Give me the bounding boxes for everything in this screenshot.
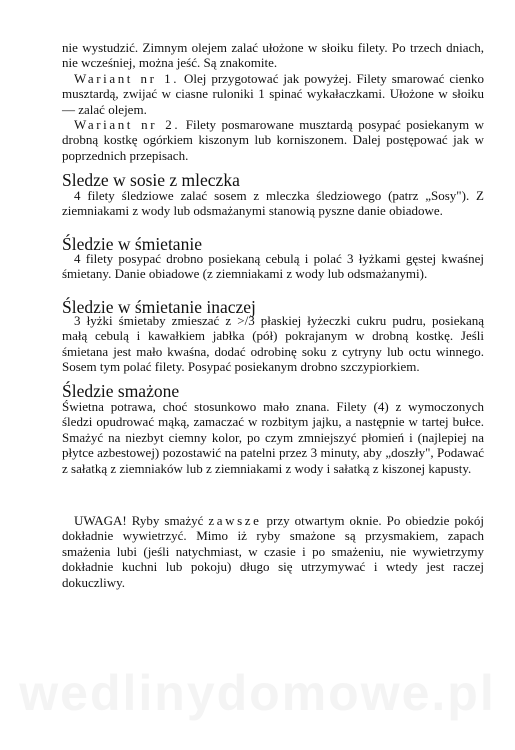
variant-1-label: Wariant nr 1. [74,71,180,86]
warning-text: przy otwartym oknie. Po obiedzie pokój dokładnie wywietrzyć. Mimo iż ryby smażone są przysmakiem, zapach smażenia lubi (jeśli natychmiast, w czasie i po smażeniu, nie wywietrzymy dokładnie kuchni lub pokoju) długo się utrzymywać i wtedy jest raczej dokuczliwy. [62,513,484,590]
warning-lead: UWAGA! Ryby smażyć [74,513,209,528]
variant-2-label: Wariant nr 2. [74,117,181,132]
watermark: wedlinydomowe.pl [19,665,496,721]
section-title: Śledzie w śmietanie [62,234,202,254]
intro-paragraph [62,40,484,71]
variant-2-paragraph [62,117,484,163]
section-body: Świetna potrawa, choć stosunkowo mało znana. Filety (4) z wymoczonych śledzi opudrować mąką, zamaczać w rozbitym jajku, a następnie w tartej bułce. Smażyć na niezbyt ciemny kolor, po czym zmniejszyć płomień i (najlepiej na płytce azbestowej) pozostawić na patelni przez 3 minuty, aby „doszły", Podawać z sałatką z ziemniaków lub z ziemniakami z wody i sałatką z kiszonej kapusty. [62,399,484,476]
section-title: Śledzie w śmietanie inaczej [62,297,256,317]
variant-2-text: Filety posmarowane musztardą posypać posiekanym w drobną kostkę ogórkiem kiszonym lub korniszonem. Dalej postępować jak w poprzednich przepisach. [62,117,485,163]
warning-emphasis: zawsze [208,513,262,528]
warning-paragraph [62,513,484,590]
section-body: 4 filety śledziowe zalać sosem z mleczka śledziowego (patrz „Sosy"). Z ziemniakami z wody lub odsmażanymi stanowią pyszne danie obiadowe. [62,188,484,219]
section-title: Śledzie smażone [62,381,180,401]
section-body: 4 filety posypać drobno posiekaną cebulą i polać 3 łyżkami gęstej kwaśnej śmietany. Danie obiadowe (z ziemniakami z wody lub odsmażanymi). [62,251,484,282]
variant-1-text: Olej przygotować jak powyżej. Filety smarować cienko musztardą, zwijać w ciasne ruloniki 1 spinać wykałaczkami. Ułożone w słoiku — zalać olejem. [62,71,484,117]
intro-text: nie wystudzić. Zimnym olejem zalać ułożone w słoiku filety. Po trzech dniach, nie wcześniej, można jeść. Są znakomite. [62,40,484,71]
section-body: 3 łyżki śmietaby zmieszać z >/3 płaskiej łyżeczki cukru pudru, posiekaną małą cebulą i kawałkiem jabłka (pół) pokrajanym w drobną kostkę. Jeśli śmietana jest mało kwaśna, dodać odrobinę soku z cytryny lub octu winnego. Sosem tym polać filety. Posypać posiekanym drobno szczypiorkiem. [62,313,484,375]
variant-1-paragraph [62,71,484,117]
section-title: Sledze w sosie z mleczka [62,170,240,190]
